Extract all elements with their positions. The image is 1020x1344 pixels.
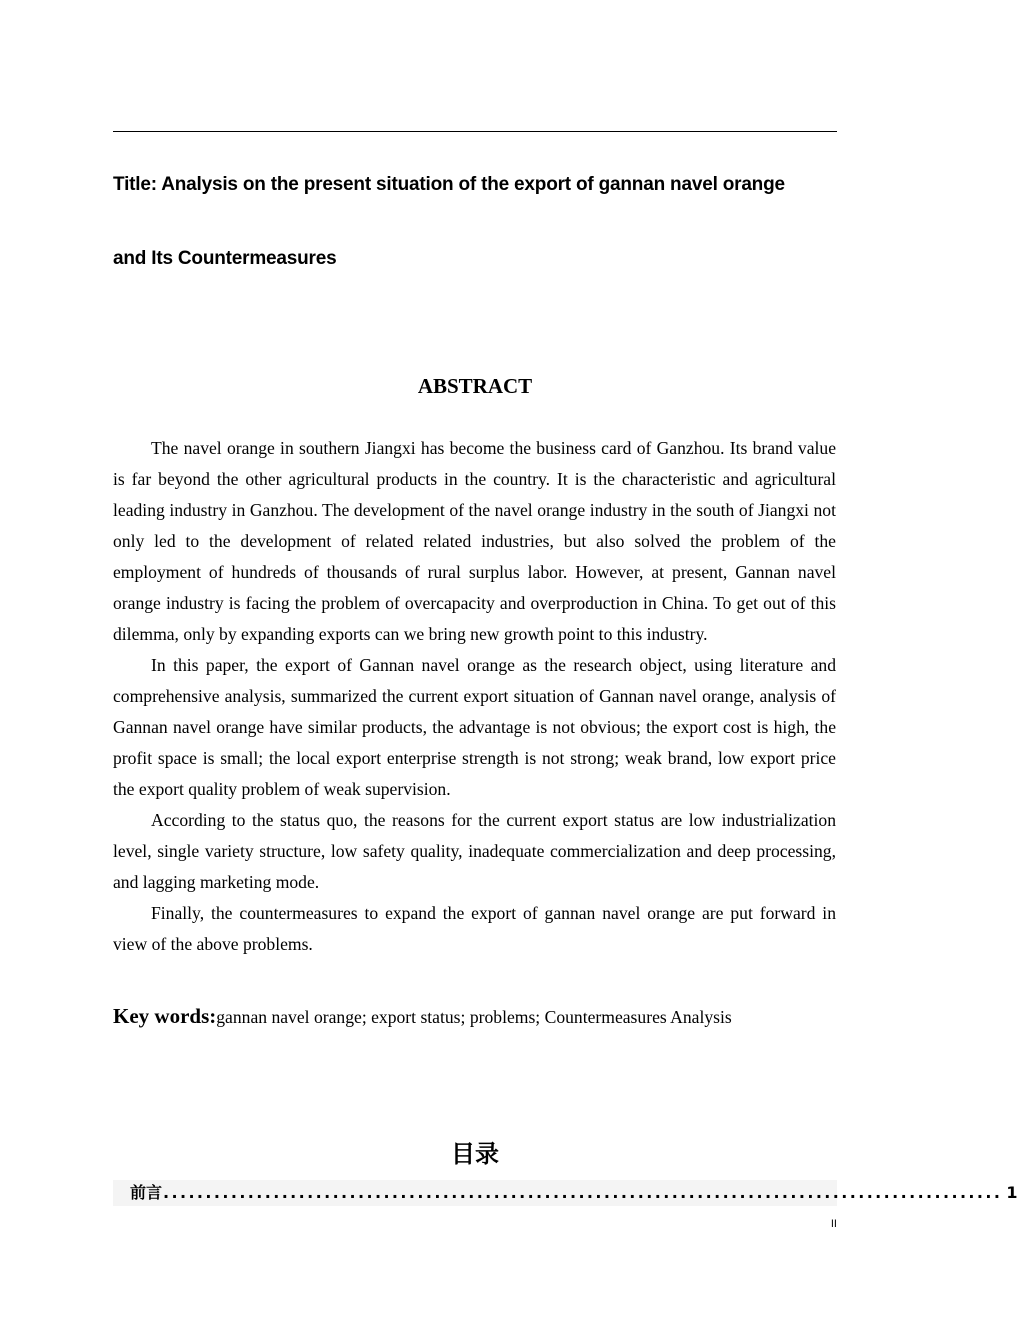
abstract-body xyxy=(113,433,836,960)
page-number: II xyxy=(830,1218,837,1230)
header-rule xyxy=(113,131,837,132)
abstract-paragraph: In this paper, the export of Gannan navel orange as the research object, using literature and comprehensive analysis, summarized the current export situation of Gannan navel orange, analysis of Gannan navel orange have similar products, the advantage is not obvious; the export cost is high, the profit space is small; the local export enterprise strength is not strong; weak brand, low export price the export quality problem of weak supervision. xyxy=(113,655,836,799)
keywords-label: Key words: xyxy=(113,1004,217,1028)
abstract-heading: ABSTRACT xyxy=(417,374,533,398)
toc-heading: 目录 xyxy=(451,1140,499,1168)
document-title-line-1: Title: Analysis on the present situation of the export of gannan navel orange xyxy=(113,174,785,195)
toc-entry[interactable] xyxy=(113,1180,1018,1206)
keywords-value: gannan navel orange; export status; problems; Countermeasures Analysis xyxy=(216,1007,732,1027)
abstract-paragraph: Finally, the countermeasures to expand the export of gannan navel orange are put forward in view of the above problems. xyxy=(113,903,836,954)
abstract-paragraph: The navel orange in southern Jiangxi has become the business card of Ganzhou. Its brand value is far beyond the other agricultural products in the country. It is the characteristic and agricultural leading industry in Ganzhou. The development of the navel orange industry in the south of Jiangxi not only led to the development of related related industries, but also solved the problem of the employment of hundreds of thousands of rural surplus labor. However, at present, Gannan navel orange industry is facing the problem of overcapacity and overproduction in China. To get out of this dilemma, only by expanding exports can we bring new growth point to this industry. xyxy=(113,438,836,644)
document-title-line-2: and Its Countermeasures xyxy=(113,248,337,269)
abstract-paragraph: According to the status quo, the reasons for the current export status are low industrialization level, single variety structure, low safety quality, inadequate commercialization and deep processing, and lagging marketing mode. xyxy=(113,810,836,892)
keywords xyxy=(113,1004,843,1029)
toc-entry-leader: ................................................................................................... xyxy=(163,1183,1003,1202)
toc-entry-page: 1 xyxy=(1006,1183,1018,1202)
toc-entry-label: 前言 xyxy=(130,1183,163,1202)
